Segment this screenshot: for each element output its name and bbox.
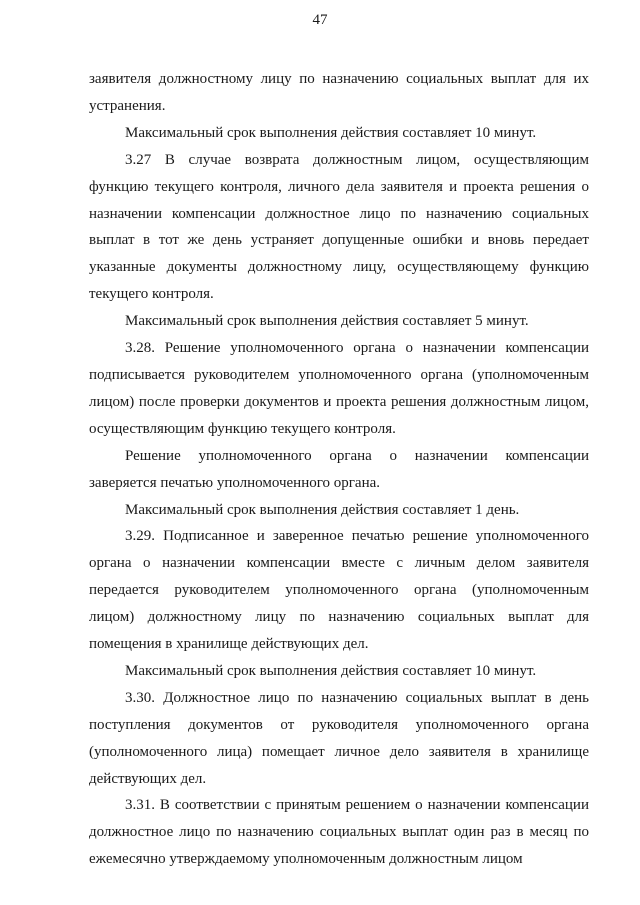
paragraph-continuation: заявителя должностному лицу по назначению социальных выплат для их устранения. (89, 71, 589, 114)
paragraph-3-28: 3.28. Решение уполномоченного органа о назначении компенсации подписывается руководителем уполномоченного органа (уполномоченным лицом) после проверки документов и проекта решения должностным лицом, осуществляющим функцию текущего контроля. (89, 340, 589, 437)
paragraph-3-31: 3.31. В соответствии с принятым решением о назначении компенсации должностное лицо по назначению социальных выплат один раз в месяц по ежемесячно утверждаемому уполномоченным должностным лицом (89, 797, 589, 868)
paragraph-time-limit-3: Максимальный срок выполнения действия составляет 1 день. (125, 501, 520, 518)
paragraph-time-limit-4: Максимальный срок выполнения действия составляет 10 минут. (125, 662, 537, 679)
paragraph-3-30: 3.30. Должностное лицо по назначению социальных выплат в день поступления документов от руководителя уполномоченного органа (уполномоченного лица) помещает личное дело заявителя в хранилище действующих дел. (89, 689, 589, 787)
page-number: 47 (312, 12, 328, 28)
paragraph-time-limit-2: Максимальный срок выполнения действия составляет 5 минут. (125, 313, 529, 330)
paragraph-3-27: 3.27 В случае возврата должностным лицом, осуществляющим функцию текущего контроля, личного дела заявителя и проекта решения о назначении компенсации должностное лицо по назначению социальных выплат в тот же день устраняет допущенные ошибки и вновь передает указанные документы должностному лицу, осуществляющему функцию текущего контроля. (89, 151, 589, 303)
paragraph-decision-seal: Решение уполномоченного органа о назначении компенсации заверяется печатью уполномоченного органа. (89, 447, 589, 491)
document-body (89, 66, 589, 873)
paragraph-3-29: 3.29. Подписанное и заверенное печатью решение уполномоченного органа о назначении компенсации вместе с личным делом заявителя передается руководителем уполномоченного органа (уполномоченным лицом) должностному лицу по назначению социальных выплат для помещения в хранилище действующих дел. (89, 528, 589, 653)
paragraph-time-limit-1: Максимальный срок выполнения действия составляет 10 минут. (125, 124, 537, 141)
